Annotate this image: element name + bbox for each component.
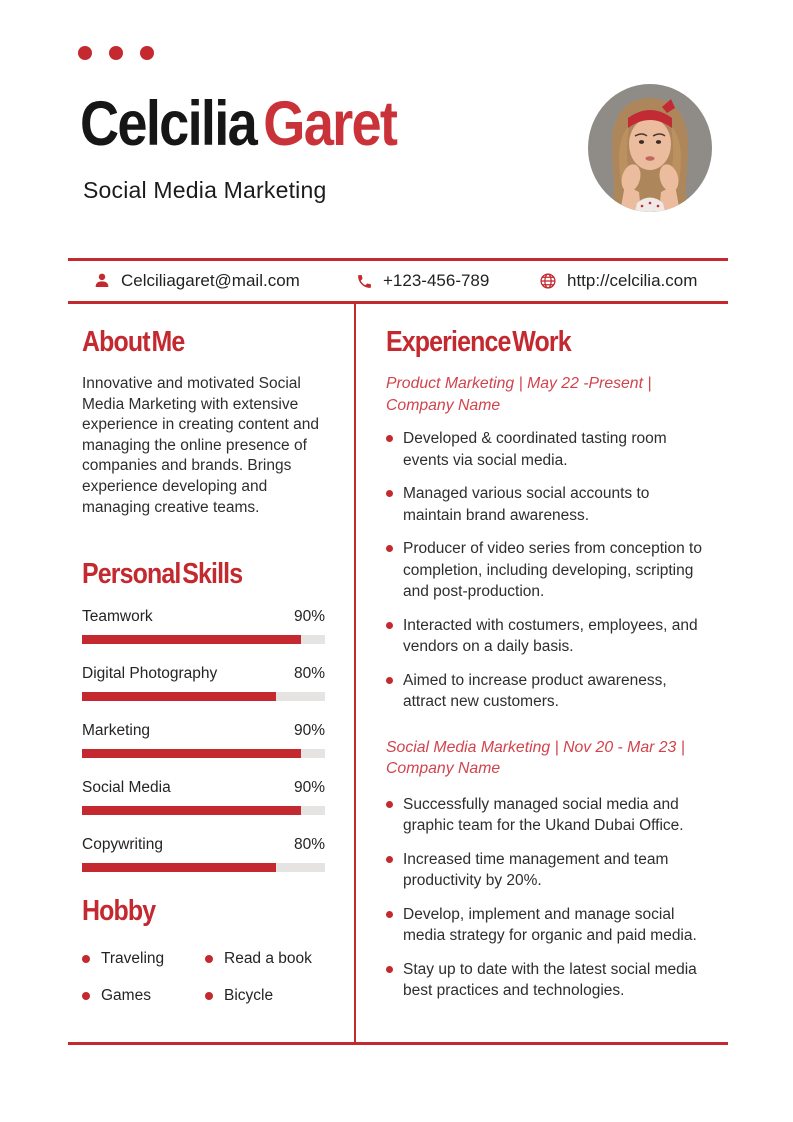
skill-bar-track — [82, 806, 325, 815]
email-link[interactable] — [93, 261, 300, 301]
hobby-label: Read a book — [224, 950, 312, 967]
skill-bar-track — [82, 863, 325, 872]
experience-title: Experience Work — [386, 326, 571, 358]
first-name: Celcilia — [80, 89, 264, 159]
bullet-text: Stay up to date with the latest social media best practices and technologies. — [403, 960, 697, 999]
deco-dot — [140, 46, 154, 60]
job-bullet — [386, 794, 712, 837]
skills-title: Personal Skills — [82, 558, 243, 590]
email-text: Celciliagaret@mail.com — [121, 271, 300, 290]
skill-row — [82, 608, 325, 644]
job-bullet — [386, 904, 712, 947]
job-bullet — [386, 483, 712, 526]
job-role-subtitle: Social Media Marketing — [83, 177, 327, 203]
bullet-text: Develop, implement and manage social media strategy for organic and paid media. — [403, 905, 697, 944]
skill-label: Copywriting — [82, 836, 163, 853]
skill-label: Digital Photography — [82, 665, 218, 682]
skill-label: Marketing — [82, 722, 151, 739]
skill-label: Social Media — [82, 779, 171, 796]
skill-label: Teamwork — [82, 608, 153, 625]
hobby-item — [205, 950, 328, 968]
bottom-rule-line — [68, 1042, 728, 1045]
bullet-text: Managed various social accounts to maintain brand awareness. — [403, 485, 650, 524]
job-bullet-list — [386, 428, 712, 713]
bullet-icon — [82, 955, 90, 963]
last-name: Garet — [263, 89, 397, 159]
skills-section — [82, 560, 325, 872]
job-bullet — [386, 959, 712, 1002]
phone-link[interactable] — [356, 261, 489, 301]
skill-percent: 80% — [293, 836, 325, 853]
phone-icon — [356, 273, 373, 290]
skill-percent: 90% — [293, 722, 325, 739]
bullet-text: Aimed to increase product awareness, attract new customers. — [403, 671, 667, 710]
bullet-icon — [386, 622, 393, 629]
globe-icon — [539, 272, 557, 290]
job-heading: Product Marketing | May 22 -Present | Company Name — [386, 375, 652, 414]
website-text: http://celcilia.com — [567, 271, 698, 290]
hobby-item — [205, 987, 328, 1005]
hobby-item — [82, 950, 205, 968]
hobby-label: Traveling — [101, 950, 165, 967]
about-section — [82, 328, 328, 518]
job-bullet — [386, 615, 712, 658]
job-bullet — [386, 538, 712, 603]
bullet-icon — [386, 677, 393, 684]
website-link[interactable] — [539, 261, 697, 301]
hobby-label: Games — [101, 987, 151, 1004]
skill-bar-fill — [82, 692, 276, 701]
job-bullet — [386, 428, 712, 471]
hobby-section — [82, 897, 328, 1005]
skill-row — [82, 779, 325, 815]
skill-percent: 90% — [293, 608, 325, 625]
skill-row — [82, 665, 325, 701]
skill-percent: 80% — [293, 665, 325, 682]
bullet-text: Increased time management and team productivity by 20%. — [403, 850, 669, 889]
bullet-icon — [386, 545, 393, 552]
skill-percent: 90% — [293, 779, 325, 796]
skill-bar-track — [82, 635, 325, 644]
profile-photo — [588, 84, 712, 212]
bullet-text: Interacted with costumers, employees, and vendors on a daily basis. — [403, 616, 698, 655]
person-icon — [93, 272, 111, 290]
deco-dot — [78, 46, 92, 60]
deco-dot — [109, 46, 123, 60]
bullet-icon — [386, 966, 393, 973]
job-bullet-list — [386, 794, 712, 1002]
bullet-text: Producer of video series from conception to completion, including developing, scripting and post-production. — [403, 540, 702, 600]
phone-text: +123-456-789 — [383, 271, 490, 290]
hobby-item — [82, 987, 205, 1005]
about-title: About Me — [82, 326, 185, 358]
job-heading: Social Media Marketing | Nov 20 - Mar 23 | Company Name — [386, 738, 685, 777]
skill-bar-track — [82, 749, 325, 758]
job-bullet — [386, 849, 712, 892]
skill-bar-fill — [82, 749, 301, 758]
bullet-icon — [205, 955, 213, 963]
skill-bar-fill — [82, 863, 276, 872]
bullet-icon — [82, 992, 90, 1000]
bullet-icon — [386, 490, 393, 497]
bullet-icon — [386, 435, 393, 442]
bullet-icon — [205, 992, 213, 1000]
person-name — [80, 89, 397, 159]
bullet-text: Successfully managed social media and graphic team for the Ukand Dubai Office. — [403, 795, 684, 834]
contact-bar — [68, 258, 728, 304]
header-deco-dots — [78, 46, 154, 60]
experience-section — [386, 328, 712, 1002]
skill-row — [82, 722, 325, 758]
hobby-title: Hobby — [82, 895, 156, 927]
skill-bar-fill — [82, 806, 301, 815]
about-text: Innovative and motivated Social Media Marketing with extensive experience in creating content and managing the online presence of companies and brands. Brings experience developing and managing creative teams. — [82, 375, 319, 516]
hobby-label: Bicycle — [224, 987, 274, 1004]
bullet-text: Developed & coordinated tasting room events via social media. — [403, 430, 667, 469]
column-divider-line — [354, 304, 356, 1043]
skill-bar-fill — [82, 635, 301, 644]
bullet-icon — [386, 856, 393, 863]
skill-bar-track — [82, 692, 325, 701]
bullet-icon — [386, 801, 393, 808]
bullet-icon — [386, 911, 393, 918]
job-bullet — [386, 670, 712, 713]
skill-row — [82, 836, 325, 872]
